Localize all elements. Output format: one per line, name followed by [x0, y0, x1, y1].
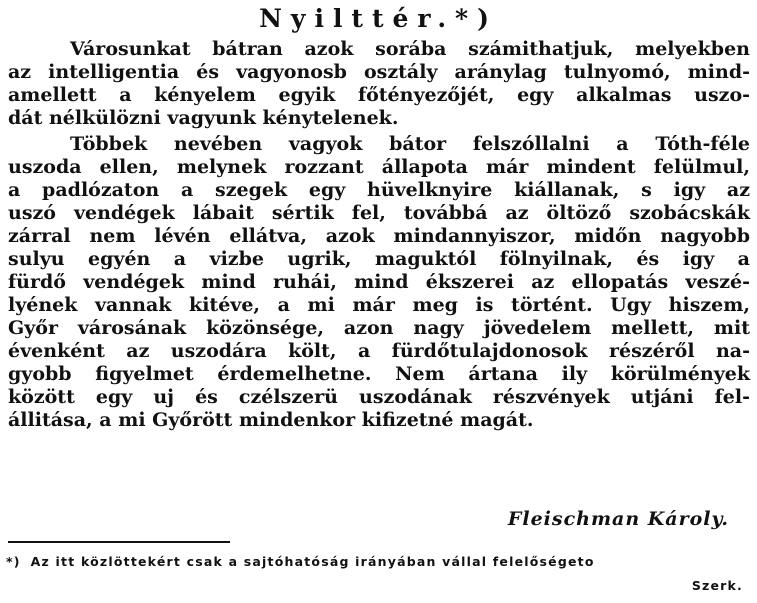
- paragraph-2-line-1: Többek nevében vagyok bátor felszóllalni a Tóth-féle: [70, 133, 750, 155]
- paragraph-2-line-11: gyobb figyelmet érdemelhetne. Nem ártana ily körülmények: [8, 363, 750, 385]
- paragraph-2-line-8: lyének vannak kitéve, a mi már meg is történt. Ugy hiszem,: [8, 294, 750, 316]
- paragraph-1-line-2: az intelligentia és vagyonosb osztály aránylag tulnyomó, mind-: [8, 61, 750, 83]
- section-title: Nyilttér.*): [259, 4, 498, 33]
- footnote: [6, 554, 751, 570]
- editor-mark: Szerk.: [691, 578, 743, 593]
- paragraph-1-line-3: amellett a kényelem egyik főtényezőjét, egy alkalmas uszo-: [8, 84, 750, 106]
- footnote-divider: [8, 541, 230, 543]
- paragraph-1-line-4: dát nélkülözni vagyunk kénytelenek.: [8, 107, 399, 129]
- author-signature: Fleischman Károly.: [507, 508, 729, 530]
- paragraph-2-line-6: sulyu egyén a vizbe ugrik, maguktól fölnyilnak, és igy a: [8, 248, 750, 270]
- paragraph-2-line-7: fürdő vendégek mind ruhái, mind ékszerei az ellopatás veszé-: [8, 271, 750, 293]
- paragraph-2-line-13: állitása, a mi Győrött mindenkor kifizetné magát.: [8, 409, 534, 431]
- paragraph-2-line-4: uszó vendégek lábait sértik fel, továbbá az öltöző szobácskák: [8, 202, 750, 224]
- paragraph-2-line-12: között egy uj és czélszerü uszodának részvények utjáni fel-: [8, 386, 750, 408]
- paragraph-2-line-9: Győr városának közönsége, azon nagy jövedelem mellett, mit: [8, 317, 750, 339]
- paragraph-2-line-3: a padlózaton a szegek egy hüvelknyire kiállanak, s igy az: [8, 179, 750, 201]
- footnote-text: Az itt közlöttekért csak a sajtóhatóság irányában vállal felelőségeto: [30, 554, 595, 569]
- paragraph-2-line-10: évenként az uszodára költ, a fürdőtulajdonosok részéről na-: [8, 340, 750, 362]
- footnote-marker: *): [6, 554, 21, 569]
- paragraph-2-line-2: uszoda ellen, melynek rozzant állapota már mindent felülmul,: [8, 156, 750, 178]
- paragraph-2-line-5: zárral nem lévén ellátva, azok mindannyiszor, midőn nagyobb: [8, 225, 750, 247]
- paragraph-1-line-1: Városunkat bátran azok sorába számithatjuk, melyekben: [70, 38, 750, 60]
